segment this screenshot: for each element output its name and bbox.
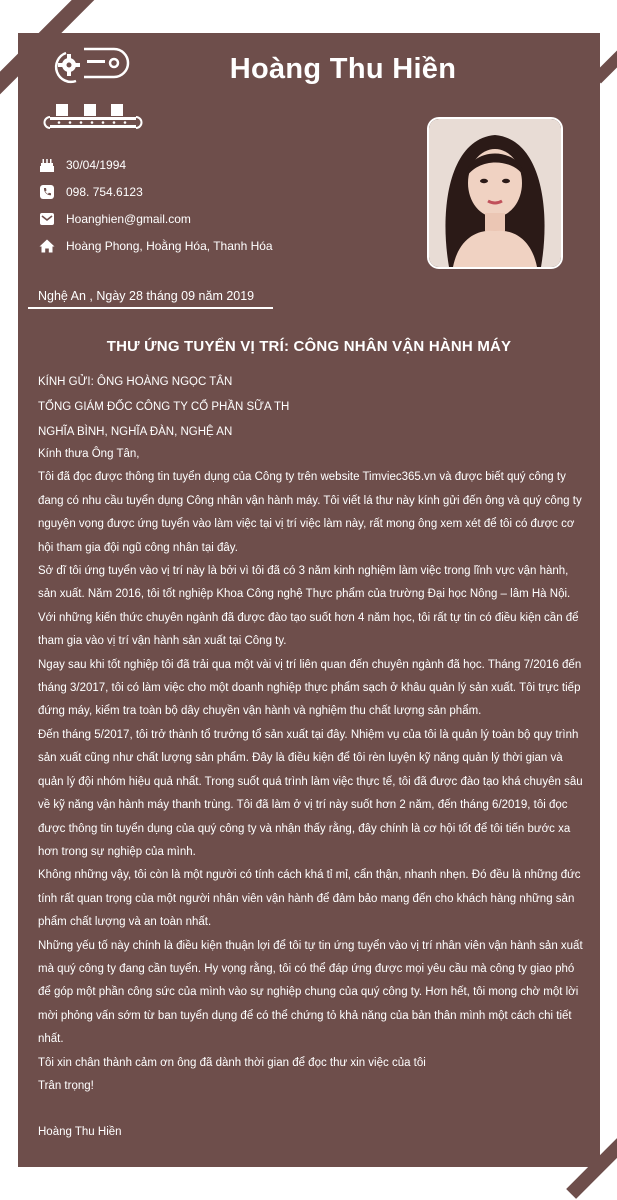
paragraph: Sở dĩ tôi ứng tuyển vào vị trí này là bởi vì tôi đã có 3 năm kinh nghiệm làm việc trong lĩnh vực vận hành, sản xuất. Năm 2016, tôi tốt nghiệp Khoa Công nghệ Thực phẩm của trường Đại học Nông – lâm Hà Nội. Với những kiến thức chuyên ngành đã được đào tạo suốt hơn 4 năm học, tôi rất tự tin có điều kiện cần để tham gia vào vị trí vận hành sản xuất tại Công ty. xyxy=(38,565,579,648)
phone-icon xyxy=(38,184,56,200)
cover-letter-card xyxy=(18,33,600,1167)
home-icon xyxy=(38,238,56,254)
paragraph: Những yếu tố này chính là điều kiện thuận lợi để tôi tự tin ứng tuyển vào vị trí nhân viên vận hành sản xuất mà quý công ty đang cần tuyển. Hy vọng rằng, tôi có thể đáp ứng được mọi yêu cầu mà công ty giao phó để góp một phần công sức của mình vào sự nghiệp chung của quý công ty. Hơn hết, tôi mong chờ một lời mời phỏng vấn sớm từ ban tuyển dụng để có thể chứng tỏ khả năng của bản thân mình một cách chi tiết nhất. xyxy=(38,939,583,1046)
recipient-line: NGHĨA BÌNH, NGHĨA ĐÀN, NGHỆ AN xyxy=(38,426,233,438)
paragraph: Tôi xin chân thành cảm ơn ông đã dành thời gian để đọc thư xin việc của tôi xyxy=(38,1056,426,1069)
recipient-block xyxy=(38,370,583,445)
greeting: Kính thưa Ông Tân, xyxy=(38,448,140,460)
letter-body xyxy=(38,443,584,1098)
profile-photo xyxy=(427,117,563,269)
letter-title: THƯ ỨNG TUYỂN VỊ TRÍ: CÔNG NHÂN VẬN HÀNH MÁY xyxy=(106,338,512,355)
paragraph: Tôi đã đọc được thông tin tuyển dụng của Công ty trên website Timviec365.vn và được biết quý công ty đang có nhu cầu tuyển dụng Công nhân vận hành máy. Tôi viết lá thư này kính gửi đến ông và quý công ty nguyện vọng được ứng tuyển vào làm việc tại vị trí việc làm này, rất mong ông xem xét để tôi có được cơ hội tham gia đội ngũ công nhân tại đây. xyxy=(38,471,582,554)
email-value: Hoanghien@gmail.com xyxy=(66,211,191,226)
date-underline xyxy=(28,307,273,309)
contact-birthday xyxy=(38,151,273,178)
address-value: Hoàng Phong, Hoằng Hóa, Thanh Hóa xyxy=(66,238,273,253)
birthday-cake-icon xyxy=(38,157,56,173)
paragraph: Đến tháng 5/2017, tôi trở thành tổ trưởng tổ sản xuất tại đây. Nhiệm vụ của tôi là quản lý toàn bộ quy trình sản xuất cũng như chất lượng sản phẩm. Đây là điều kiện để tôi rèn luyện kỹ năng quản lý thời gian và quản lý đội nhóm hiệu quả nhất. Trong suốt quá trình làm việc thực tế, tôi đã được đào tạo khá chuyên sâu về kỹ năng vận hành máy thanh trùng. Tôi đã làm ở vị trí này suốt hơn 2 năm, đến tháng 6/2019, tôi đọc được thông tin tuyển dụng của quý công ty và nhận thấy rằng, đây chính là cơ hội tốt để tôi tiến bước xa hơn trong sự nghiệp của mình. xyxy=(38,728,583,858)
signature: Hoàng Thu Hiền xyxy=(38,1126,122,1138)
contact-phone xyxy=(38,178,273,205)
contact-email xyxy=(38,205,273,232)
phone-value: 098. 754.6123 xyxy=(66,184,143,199)
contact-info xyxy=(38,151,273,259)
candidate-name: Hoàng Thu Hiền xyxy=(229,53,457,85)
date-place: Nghệ An , Ngày 28 tháng 09 năm 2019 xyxy=(38,289,255,303)
recipient-line: KÍNH GỬI: ÔNG HOÀNG NGỌC TÂN xyxy=(38,376,233,388)
recipient-line: TỔNG GIÁM ĐỐC CÔNG TY CỔ PHẦN SỮA TH xyxy=(38,401,290,413)
paragraph: Không những vậy, tôi còn là một người có tính cách khá tỉ mỉ, cẩn thận, nhanh nhẹn. Đó đều là những đức tính rất quan trọng của một người nhân viên vận hành để đảm bảo mang đến cho khách hàng những sản phẩm chất lượng và an toàn nhất. xyxy=(38,869,581,929)
birthday-value: 30/04/1994 xyxy=(66,157,127,172)
paragraph: Ngay sau khi tốt nghiệp tôi đã trải qua một vài vị trí liên quan đến chuyên ngành đã học. Tháng 7/2016 đến tháng 3/2017, tôi có làm việc cho một doanh nghiệp thực phẩm sạch ở khâu quản lý sản xuất. Tôi trực tiếp đứng máy, kiểm tra toàn bộ dây chuyền vận hành và nghiệm thu chất lượng sản phẩm. xyxy=(38,658,582,718)
envelope-icon xyxy=(38,211,56,227)
contact-address xyxy=(38,232,273,259)
closing: Trân trọng! xyxy=(38,1079,94,1092)
